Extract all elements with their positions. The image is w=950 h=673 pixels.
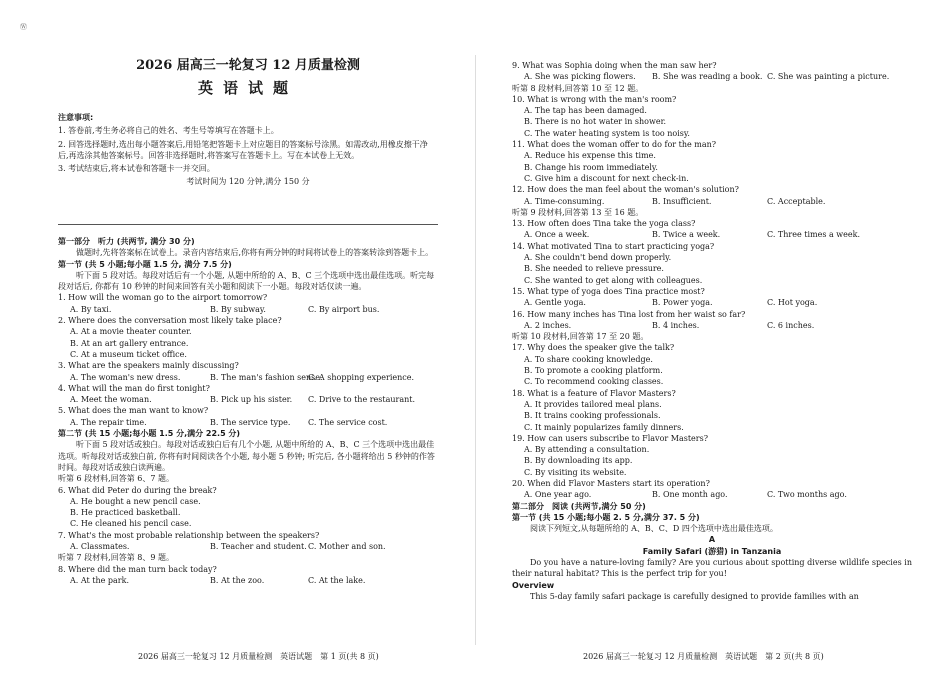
option-a: A. 2 inches. <box>524 320 572 330</box>
material-label: 听第 7 段材料,回答第 8、9 题。 <box>58 553 174 563</box>
option-b: B. Teacher and student. <box>210 542 307 552</box>
listening-part <box>58 236 438 586</box>
question-stem: 6. What did Peter do during the break? <box>58 485 217 495</box>
option-b: B. Change his room immediately. <box>524 162 658 172</box>
question-8 <box>58 564 438 587</box>
exam-title: 2026 届高三一轮复习 12 月质量检测 <box>136 58 360 73</box>
option-c: C. Give him a discount for next check-in. <box>524 173 689 183</box>
part1-heading: 第一部分 听力 (共两节, 满分 30 分) <box>58 237 195 246</box>
option-a: A. At a movie theater counter. <box>70 327 192 337</box>
question-10 <box>512 94 912 139</box>
question-stem: 3. What are the speakers mainly discussing? <box>58 361 239 371</box>
option-b: B. Pick up his sister. <box>210 395 293 405</box>
section1-intro: 听下面 5 段对话。每段对话后有一个小题, 从题中所给的 A、B、C 三个选项中选出最佳选项。听完每段对话后, 你都有 10 秒钟的时间来回答有关小题和阅读下一小题。每段对话仅读一遍。 <box>58 270 435 292</box>
option-b: B. By subway. <box>210 304 266 314</box>
option-a: A. Meet the woman. <box>70 395 152 405</box>
option-a: A. To share cooking knowledge. <box>524 354 653 364</box>
question-7 <box>58 530 438 553</box>
material-label: 听第 9 段材料,回答第 13 至 16 题。 <box>512 207 644 217</box>
question-stem: 1. How will the woman go to the airport tomorrow? <box>58 293 268 303</box>
question-stem: 11. What does the woman offer to do for the man? <box>512 140 717 150</box>
section1-heading: 第一节 (共 5 小题;每小题 1.5 分, 满分 7.5 分) <box>58 259 232 269</box>
question-15 <box>512 286 912 309</box>
option-a: A. One year ago. <box>524 490 592 500</box>
question-stem: 20. When did Flavor Masters start its operation? <box>512 478 710 488</box>
option-b: B. By downloading its app. <box>524 456 633 466</box>
question-stem: 10. What is wrong with the man's room? <box>512 94 677 104</box>
question-11 <box>512 139 912 184</box>
question-stem: 14. What motivated Tina to start practicing yoga? <box>512 241 715 251</box>
part2-heading: 第二部分 阅读 (共两节,满分 50 分) <box>512 501 646 511</box>
question-1 <box>58 292 438 315</box>
option-c: C. At the lake. <box>308 575 366 585</box>
notes-section <box>58 112 438 188</box>
question-stem: 4. What will the man do first tonight? <box>58 383 210 393</box>
option-b: B. Insufficient. <box>652 196 712 206</box>
option-b: B. The man's fashion sense. <box>210 372 323 382</box>
section2-intro: 听下面 5 段对话或独白。每段对话或独白后有几个小题, 从题中所给的 A、B、C 三个选项中选出最佳选项。听每段对话或独白前, 你将有时间阅读各个小题, 每小题 5 秒钟; 听完后, 各小题将给出 5 秒钟的作答时间。每段对话或独白读两遍。 <box>58 440 435 472</box>
option-c: C. The water heating system is too noisy. <box>524 128 690 138</box>
option-c: C. The service cost. <box>308 417 388 427</box>
question-20 <box>512 478 912 501</box>
passage-paragraph: Do you have a nature-loving family? Are you curious about spotting diverse wildlife species in their natural habitat? This is the perfect trip for you! <box>512 558 912 579</box>
option-b: B. 4 inches. <box>652 320 700 330</box>
option-b: B. She was reading a book. <box>652 72 763 82</box>
question-stem: 18. What is a feature of Flavor Masters? <box>512 388 676 398</box>
notes-heading: 注意事项: <box>58 113 94 122</box>
option-c: C. Three times a week. <box>767 230 861 240</box>
corner-mark-icon: Ⓦ <box>20 23 27 31</box>
question-16 <box>512 309 912 332</box>
footer-left: 2026 届高三一轮复习 12 月质量检测 英语试题 第 1 页(共 8 页) <box>138 652 379 661</box>
reading-section1-intro: 阅读下列短文,从每题所给的 A、B、C、D 四个选项中选出最佳选项。 <box>530 524 778 534</box>
passage-paragraph: This 5-day family safari package is carefully designed to provide families with an <box>530 591 859 601</box>
option-c: C. At a museum ticket office. <box>70 349 187 359</box>
option-a: A. Once a week. <box>524 230 590 240</box>
option-b: B. Power yoga. <box>652 298 713 308</box>
option-a: A. She couldn't bend down properly. <box>524 253 672 263</box>
option-c: C. He cleaned his pencil case. <box>70 519 192 529</box>
question-14 <box>512 241 912 286</box>
option-c: C. Two months ago. <box>767 490 847 500</box>
question-13 <box>512 218 912 241</box>
question-17 <box>512 342 912 387</box>
option-c: C. Mother and son. <box>308 542 386 552</box>
option-c: C. Drive to the restaurant. <box>308 395 416 405</box>
question-stem: 13. How often does Tina take the yoga class? <box>512 219 696 229</box>
question-3 <box>58 360 438 383</box>
option-a: A. Time-consuming. <box>524 196 605 206</box>
overview-heading: Overview <box>512 580 555 590</box>
option-c: C. By visiting its website. <box>524 467 627 477</box>
question-stem: 16. How many inches has Tina lost from her waist so far? <box>512 309 746 319</box>
reading-section1-heading: 第一节 (共 15 小题;每小题 2. 5 分,满分 37. 5 分) <box>512 512 700 522</box>
question-stem: 12. How does the man feel about the woman's solution? <box>512 185 739 195</box>
exam-subject: 英语试题 <box>197 79 298 97</box>
option-a: A. He bought a new pencil case. <box>70 496 201 506</box>
material-label: 听第 6 段材料,回答第 6、7 题。 <box>58 474 174 484</box>
exam-time: 考试时间为 120 分钟,满分 150 分 <box>186 177 310 187</box>
question-6 <box>58 485 438 530</box>
question-stem: 19. How can users subscribe to Flavor Masters? <box>512 433 708 443</box>
option-b: B. She needed to relieve pressure. <box>524 264 664 274</box>
header-rule <box>58 224 438 225</box>
question-12 <box>512 184 912 207</box>
option-b: B. At an art gallery entrance. <box>70 338 189 348</box>
question-stem: 5. What does the man want to know? <box>58 406 209 416</box>
question-4 <box>58 383 438 406</box>
option-a: A. Classmates. <box>70 542 130 552</box>
section2-heading: 第二节 (共 15 小题;每小题 1.5 分,满分 22.5 分) <box>58 429 241 439</box>
question-stem: 8. Where did the man turn back today? <box>58 564 217 574</box>
option-a: A. By attending a consultation. <box>524 445 650 455</box>
option-a: A. The tap has been damaged. <box>524 106 647 116</box>
option-b: B. To promote a cooking platform. <box>524 366 663 376</box>
question-stem: 7. What's the most probable relationship between the speakers? <box>58 530 320 540</box>
part1-intro: 做题时,先将答案标在试卷上。录音内容结束后,你将有两分钟的时间将试卷上的答案转涂到答题卡上。 <box>76 248 434 258</box>
option-a: A. Gentle yoga. <box>524 298 586 308</box>
option-a: A. It provides tailored meal plans. <box>524 399 662 409</box>
question-2 <box>58 315 438 360</box>
option-b: B. It trains cooking professionals. <box>524 411 661 421</box>
question-stem: 17. Why does the speaker give the talk? <box>512 343 675 353</box>
option-a: A. The repair time. <box>70 417 147 427</box>
question-stem: 9. What was Sophia doing when the man saw her? <box>512 61 717 70</box>
option-b: B. There is no hot water in shower. <box>524 117 667 127</box>
note-item: 2. 回答选择题时,选出每小题答案后,用铅笔把答题卡上对应题目的答案标号涂黑。如需改动,用橡皮擦干净后,再选涂其他答案标号。回答非选择题时,将答案写在答题卡上。写在本试卷上无效。 <box>58 139 428 160</box>
question-18 <box>512 388 912 433</box>
note-item: 1. 答卷前,考生务必将自己的姓名、考生号等填写在答题卡上。 <box>58 126 279 136</box>
option-b: B. Twice a week. <box>652 230 721 240</box>
question-stem: 15. What type of yoga does Tina practice most? <box>512 286 705 296</box>
option-c: C. She wanted to get along with colleagues. <box>524 275 703 285</box>
question-5 <box>58 405 438 428</box>
option-b: B. He practiced basketball. <box>70 508 181 518</box>
footer-right: 2026 届高三一轮复习 12 月质量检测 英语试题 第 2 页(共 8 页) <box>583 652 824 661</box>
option-c: C. She was painting a picture. <box>767 72 890 82</box>
material-label: 听第 8 段材料,回答第 10 至 12 题。 <box>512 83 644 93</box>
page-divider <box>475 55 476 645</box>
option-c: C. To recommend cooking classes. <box>524 377 664 387</box>
passage-title: Family Safari (游猎) in Tanzania <box>642 546 782 556</box>
option-c: C. 6 inches. <box>767 320 815 330</box>
material-label: 听第 10 段材料,回答第 17 至 20 题。 <box>512 332 649 342</box>
option-a: A. By taxi. <box>70 304 112 314</box>
option-a: A. At the park. <box>70 575 130 585</box>
option-b: B. At the zoo. <box>210 575 265 585</box>
option-a: A. She was picking flowers. <box>524 72 636 82</box>
option-c: C. It mainly popularizes family dinners. <box>524 422 684 432</box>
option-a: A. The woman's new dress. <box>70 372 181 382</box>
option-a: A. Reduce his expense this time. <box>524 151 656 161</box>
option-c: C. Hot yoga. <box>767 298 818 308</box>
listening-continued <box>512 60 912 602</box>
option-c: C. Acceptable. <box>767 196 826 206</box>
option-c: C. By airport bus. <box>308 304 380 314</box>
option-b: B. One month ago. <box>652 490 728 500</box>
option-b: B. The service type. <box>210 417 291 427</box>
note-item: 3. 考试结束后,将本试卷和答题卡一并交回。 <box>58 164 215 174</box>
question-9 <box>512 60 912 83</box>
passage-letter: A <box>708 535 716 545</box>
option-c: C. A shopping experience. <box>308 372 415 382</box>
question-19 <box>512 433 912 478</box>
question-stem: 2. Where does the conversation most likely take place? <box>58 316 282 326</box>
